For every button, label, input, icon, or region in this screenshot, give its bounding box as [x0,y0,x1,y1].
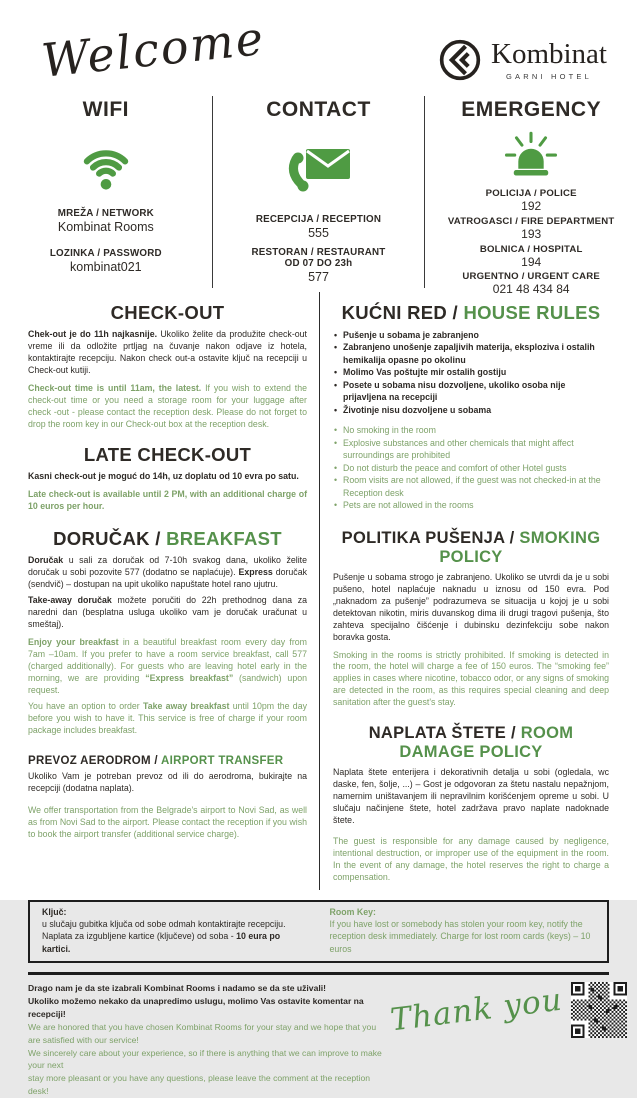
thank-you-script: Thank you [388,981,565,1039]
right-column [320,292,609,890]
house-rules-title: KUĆNI RED / HOUSE RULES [341,302,601,323]
restaurant-value: 577 [308,270,329,284]
wifi-title: WIFI [82,98,129,121]
room-key-box [28,900,609,963]
wifi-icon [75,138,137,192]
rule-item: • Room visits are not allowed, if the guest was not checked-in at the Reception desk [333,474,609,499]
footer [0,975,637,1098]
smoking-policy-text-sr: Pušenje u sobama strogo je zabranjeno. Ukoliko se utvrdi da je u sobi pušeno, hotel naplaćuje naknadu u iznosu od 150 evra. Pod „naknadom za pušenje” podrazumeva se situacija u kojoj je u sobi detektovan nikotin, miris duvanskog dima ili drugi tragovi pušenja, što zahteva specijalno čišćenje i dubinsku dezinfekciju sobe nakon boravka gosta. [333,571,609,642]
rule-item: • No smoking in the room [333,424,609,436]
restaurant-hours: OD 07 DO 23h [284,258,353,269]
restaurant-label: RESTORAN / RESTAURANT [251,247,386,258]
late-checkout-text-en: Late check-out is available until 2 PM, with an additional charge of 10 euros per hour. [28,488,307,511]
rule-item: • Životinje nisu dozvoljene u sobama [333,404,609,416]
password-label: LOZINKA / PASSWORD [49,248,162,259]
checkout-text-en: Check-out time is until 11am, the latest. If you wish to extend the check-out time or you need a storage room for your luggage after check -out - please contact the reception desk. Please do not forget to drop the room key in our Check-out box at the reception desk. [28,382,307,429]
rule-item: • Do not disturb the peace and comfort of other Hotel gusts [333,462,609,474]
wifi-section [0,96,212,288]
rule-item: • Molimo Vas poštujte mir ostalih gostiju [333,366,609,378]
welcome-script: Welcome [39,10,268,88]
emergency-section [424,96,637,297]
footer-right [390,982,627,1038]
breakfast-text-sr-2: Take-away doručak možete poručiti do 22h prethodnog dana za naredni dan (besplatna usluga ukoliko vam je doručak uračunat u smeštaj). [28,595,307,630]
footer-text [28,982,390,1098]
damage-policy-text-en: The guest is responsible for any damage caused by negligence, intentional destruction, or improper use of the equipment in the room. In the event of any damage, the hotel reserves the right to charge a compensation. [333,836,609,882]
rule-item: • Posete u sobama nisu dozvoljene, ukoliko osoba nije prijavljena na recepciji [333,379,609,404]
body [0,288,637,890]
footer-en-line: We are honored that you have chosen Kombinat Rooms for your stay and we hope that you are satisfied with our service! [28,1021,377,1045]
rule-item: • Explosive substances and other chemicals that might affect surroundings are prohibited [333,437,609,462]
checkout-title: CHECK-OUT [110,302,225,323]
breakfast-title: DORUČAK / BREAKFAST [53,528,282,550]
late-checkout-title: LATE CHECK-OUT [83,443,252,465]
phone-envelope-icon [286,143,352,193]
room-key-text-en: Room Key: If you have lost or somebody has stolen your room key, notify the reception desk immediately. Charge for lost room cards (keys) – 10 euros [330,906,596,955]
rule-item: • Pušenje u sobama je zabranjeno [333,329,609,341]
emergency-entry: URGENTNO / URGENT CARE 021 48 434 84 [462,271,600,297]
network-value: Kombinat Rooms [57,220,154,234]
footer-en-line: We sincerely care about your experience, so if there is anything that we can improve to make your next [28,1047,382,1071]
rule-item: • Pets are not allowed in the rooms [333,499,609,511]
breakfast-text-sr-1: Doručak u sali za doručak od 7-10h svakog dana, ukoliko želite doručak u sobi pozovite 577 (dodatno se naplaćuje). Express doručak (sendvič) – dostupan na upit ukoliko napuštate hotel rano ujutru. [28,555,307,590]
damage-policy-title: NAPLATA ŠTETE / ROOM DAMAGE POLICY [368,724,574,762]
checkout-text-sr: Chek-out je do 11h najkasnije. Ukoliko želite da produžite check-out vreme ili da odložite prtljag na čuvanje nakon odjave iz hotela, kontaktirajte recepciju. Nakon check out-a ostavite ključ na recepciji u Check-out kutiji. [28,329,307,375]
emergency-entry: VATROGASCI / FIRE DEPARTMENT 193 [447,215,615,241]
airport-transfer-title: PREVOZ AERODROM / AIRPORT TRANSFER [28,754,284,767]
smoking-policy-title: POLITIKA PUŠENJA / SMOKING POLICY [341,528,601,566]
kombinat-circle-k-icon [438,38,482,82]
footer-sr-line: Ukoliko možemo nekako da unapredimo uslugu, molimo Vas ostavite komentar na recepciji! [28,995,364,1019]
network-label: MREŽA / NETWORK [57,208,154,219]
info-row [0,96,637,297]
siren-icon [502,130,560,182]
breakfast-text-en-1: Enjoy your breakfast in a beautiful breakfast room every day from 7am –10am. If you prefer to have a room service breakfast, call 577 (charged additionally). For guests who are leaving hotel early in the morning, we are providing “Express breakfast” (sandwich) upon request. [28,637,307,696]
emergency-title: EMERGENCY [461,98,602,121]
rule-item: • Zabranjeno unošenje zapaljivih materija, eksploziva i ostalih hemikalija opasne po okolinu [333,341,609,366]
header [0,0,637,92]
breakfast-text-en-2: You have an option to order Take away breakfast until 10pm the day before you wish to have it. This service is free of charge if your room package includes breakfast. [28,700,307,735]
emergency-entry: POLICIJA / POLICE 192 [485,188,577,213]
damage-policy-text-sr: Naplata štete enterijera i dekorativnih detalja u sobi (ogledala, wc daske, fen, šolje, ...) – Gost je odgovoran za štetu nastalu nepažnjom, namernim uništavanjem ili nepravilnim korišćenjem opreme u sobi. U slučaju načinjene štete, hotel zadržava pravo naplate nadoknade štete. [333,767,609,826]
room-key-text-sr: Ključ: u slučaju gubitka ključa od sobe odmah kontaktirajte recepciju. Naplata za izgubljene kartice (ključeve) od soba - 10 eura po kartici. [42,906,308,955]
logo-subtitle: GARNI HOTEL [505,71,593,81]
airport-transfer-text-sr: Ukoliko Vam je potreban prevoz od ili do aerodroma, bukirajte na recepciji (dodatna naplata). [28,770,307,793]
smoking-policy-text-en: Smoking in the rooms is strictly prohibited. If smoking is detected in the room, the hotel will charge a fee of 150 euros. The “smoking fee” applies in cases where nicotine, tobacco odor, or any signs of smoking are detected in the room, as this requires special cleaning and deep sanitation after the guest's stay. [333,649,609,708]
reception-label: RECEPCIJA / RECEPTION [255,214,382,225]
contact-section [212,96,425,288]
contact-title: CONTACT [266,98,371,121]
logo-text [491,37,607,81]
late-checkout-text-sr: Kasni check-out je moguć do 14h, uz doplatu od 10 evra po satu. [28,470,299,481]
qr-code [571,982,627,1038]
footer-en-line: stay more pleasant or you have any questions, please leave the comment at the reception desk! [28,1073,371,1097]
password-value: kombinat021 [70,260,142,274]
emergency-entry: BOLNICA / HOSPITAL 194 [479,243,583,269]
logo-name: Kombinat [491,37,607,70]
footer-sr-line: Drago nam je da ste izabrali Kombinat Rooms i nadamo se da ste uživali! [28,983,326,994]
left-column [28,292,320,890]
house-rules-list-sr [333,329,609,416]
airport-transfer-text-en: We offer transportation from the Belgrade's airport to Novi Sad, as well as from Novi Sad to the airport. Please contact the reception if you wish to book the airport transfer (additional service charge). [28,804,307,839]
reception-value: 555 [308,226,329,240]
room-key-label-en: Room Key: [329,906,376,917]
room-key-label-sr: Ključ: [42,906,67,917]
hotel-logo [438,38,607,82]
house-rules-list-en [333,424,609,511]
